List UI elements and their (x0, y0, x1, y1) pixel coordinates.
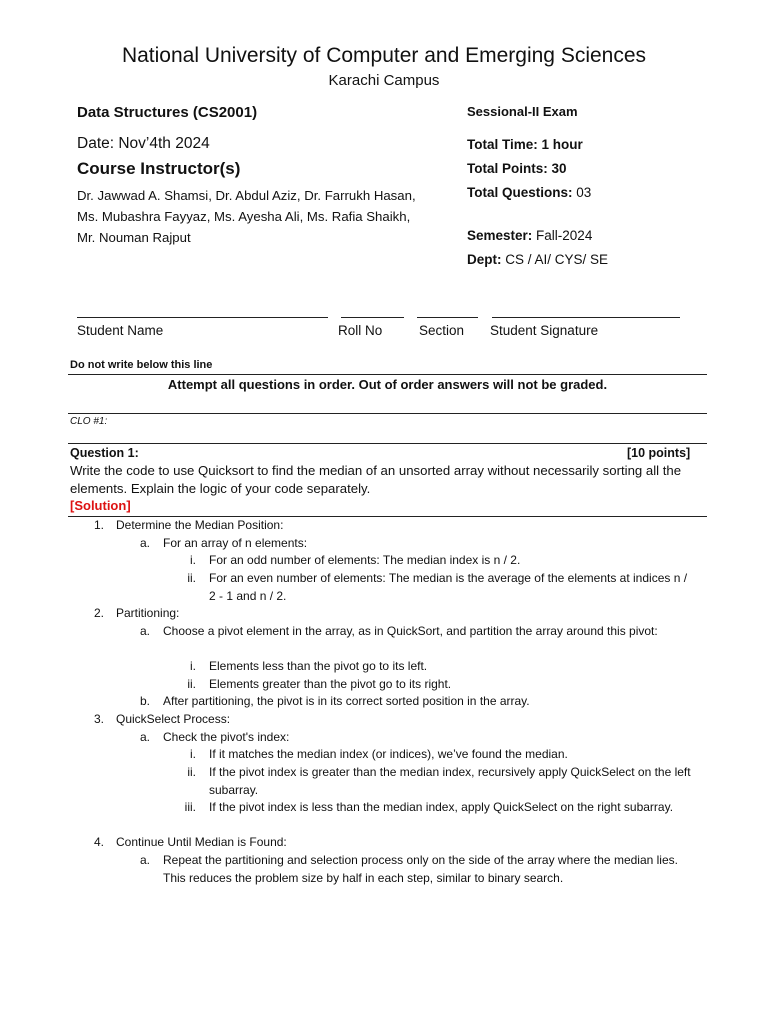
instructor-heading: Course Instructor(s) (77, 159, 241, 178)
list-item: If it matches the median index (or indices), we’ve found the median. (209, 747, 568, 761)
list-number: ii. (187, 677, 196, 691)
list-number: 1. (93, 518, 104, 532)
total-time-value: 1 hour (537, 137, 583, 152)
total-questions-label: Total Questions: (467, 185, 573, 200)
list-number: a. (139, 536, 150, 550)
list-item: After partitioning, the pivot is in its correct sorted position in the array. (163, 694, 530, 708)
list-number: i. (190, 553, 196, 567)
attempt-instruction: Attempt all questions in order. Out of order answers will not be graded. (167, 377, 608, 392)
roll-no-line[interactable] (341, 317, 404, 318)
question-text: Write the code to use Quicksort to find the median of an unsorted array without necessarily sorting all the elements. Explain the logic of your code separately. (70, 463, 682, 496)
list-item: Continue Until Median is Found: (116, 835, 287, 849)
list-number: ii. (187, 765, 196, 779)
instructor-names: Dr. Jawwad A. Shamsi, Dr. Abdul Aziz, Dr. Farrukh Hasan, Ms. Mubashra Fayyaz, Ms. Ayesha Ali, Ms. Rafia Shaikh, Mr. Nouman Rajput (77, 188, 416, 245)
total-questions (467, 185, 591, 200)
department (467, 252, 608, 267)
department-value: CS / AI/ CYS/ SE (501, 252, 609, 267)
student-name-label: Student Name (77, 323, 164, 338)
university-name: National University of Computer and Emerging Sciences (121, 44, 647, 67)
list-item: Determine the Median Position: (116, 518, 284, 532)
list-item: Partitioning: (116, 606, 180, 620)
department-label: Dept: (467, 252, 502, 267)
do-not-write-note: Do not write below this line (70, 359, 213, 371)
student-signature-label: Student Signature (490, 323, 599, 338)
solution-label: [Solution] (70, 498, 131, 513)
list-number: 2. (93, 606, 104, 620)
section-label: Section (419, 323, 465, 338)
list-item: Repeat the partitioning and selection process only on the side of the array where the median lies. This reduces the problem size by half in each step, similar to binary search. (163, 853, 678, 885)
semester-value: Fall-2024 (532, 228, 593, 243)
list-number: 3. (93, 712, 104, 726)
list-number: i. (190, 659, 196, 673)
exam-date: Date: Nov’4th 2024 (77, 135, 210, 152)
semester (467, 228, 592, 243)
list-number: ii. (187, 571, 196, 585)
section-line[interactable] (417, 317, 478, 318)
total-points-label: Total Points: (467, 161, 548, 176)
total-points (467, 161, 567, 176)
list-number: b. (139, 694, 150, 708)
list-item: Elements less than the pivot go to its left. (209, 659, 428, 673)
list-number: iii. (184, 800, 196, 814)
student-name-line[interactable] (77, 317, 328, 318)
list-item: Elements greater than the pivot go to its right. (209, 677, 452, 691)
list-item: For an even number of elements: The median is the average of the elements at indices n / 2 - 1 and n / 2. (209, 571, 688, 603)
list-item: Check the pivot's index: (163, 730, 290, 744)
clo-label: CLO #1: (70, 416, 108, 427)
campus-name: Karachi Campus (328, 72, 440, 89)
list-number: a. (139, 853, 150, 867)
divider-clo-top (68, 413, 707, 414)
total-time (467, 137, 583, 152)
exam-type: Sessional-II Exam (467, 104, 578, 119)
list-item: If the pivot index is less than the median index, apply QuickSelect on the right subarray. (209, 800, 674, 814)
divider-top (68, 374, 707, 375)
list-item: Choose a pivot element in the array, as in QuickSort, and partition the array around this pivot: (163, 624, 658, 638)
total-questions-value: 03 (572, 185, 592, 200)
list-item: If the pivot index is greater than the median index, recursively apply QuickSelect on the left subarray. (209, 765, 691, 797)
question-points: [10 points] (627, 446, 691, 460)
list-number: 4. (93, 835, 104, 849)
list-item: For an array of n elements: (163, 536, 308, 550)
list-number: i. (190, 747, 196, 761)
list-item: QuickSelect Process: (116, 712, 231, 726)
course-title: Data Structures (CS2001) (77, 104, 258, 121)
list-number: a. (139, 624, 150, 638)
semester-label: Semester: (467, 228, 533, 243)
total-points-value: 30 (547, 161, 567, 176)
question-heading: Question 1: (70, 446, 139, 460)
list-number: a. (139, 730, 150, 744)
roll-no-label: Roll No (338, 323, 383, 338)
total-time-label: Total Time: (467, 137, 538, 152)
list-item: For an odd number of elements: The median index is n / 2. (209, 553, 521, 567)
divider-question-top (68, 443, 707, 444)
signature-line[interactable] (492, 317, 680, 318)
